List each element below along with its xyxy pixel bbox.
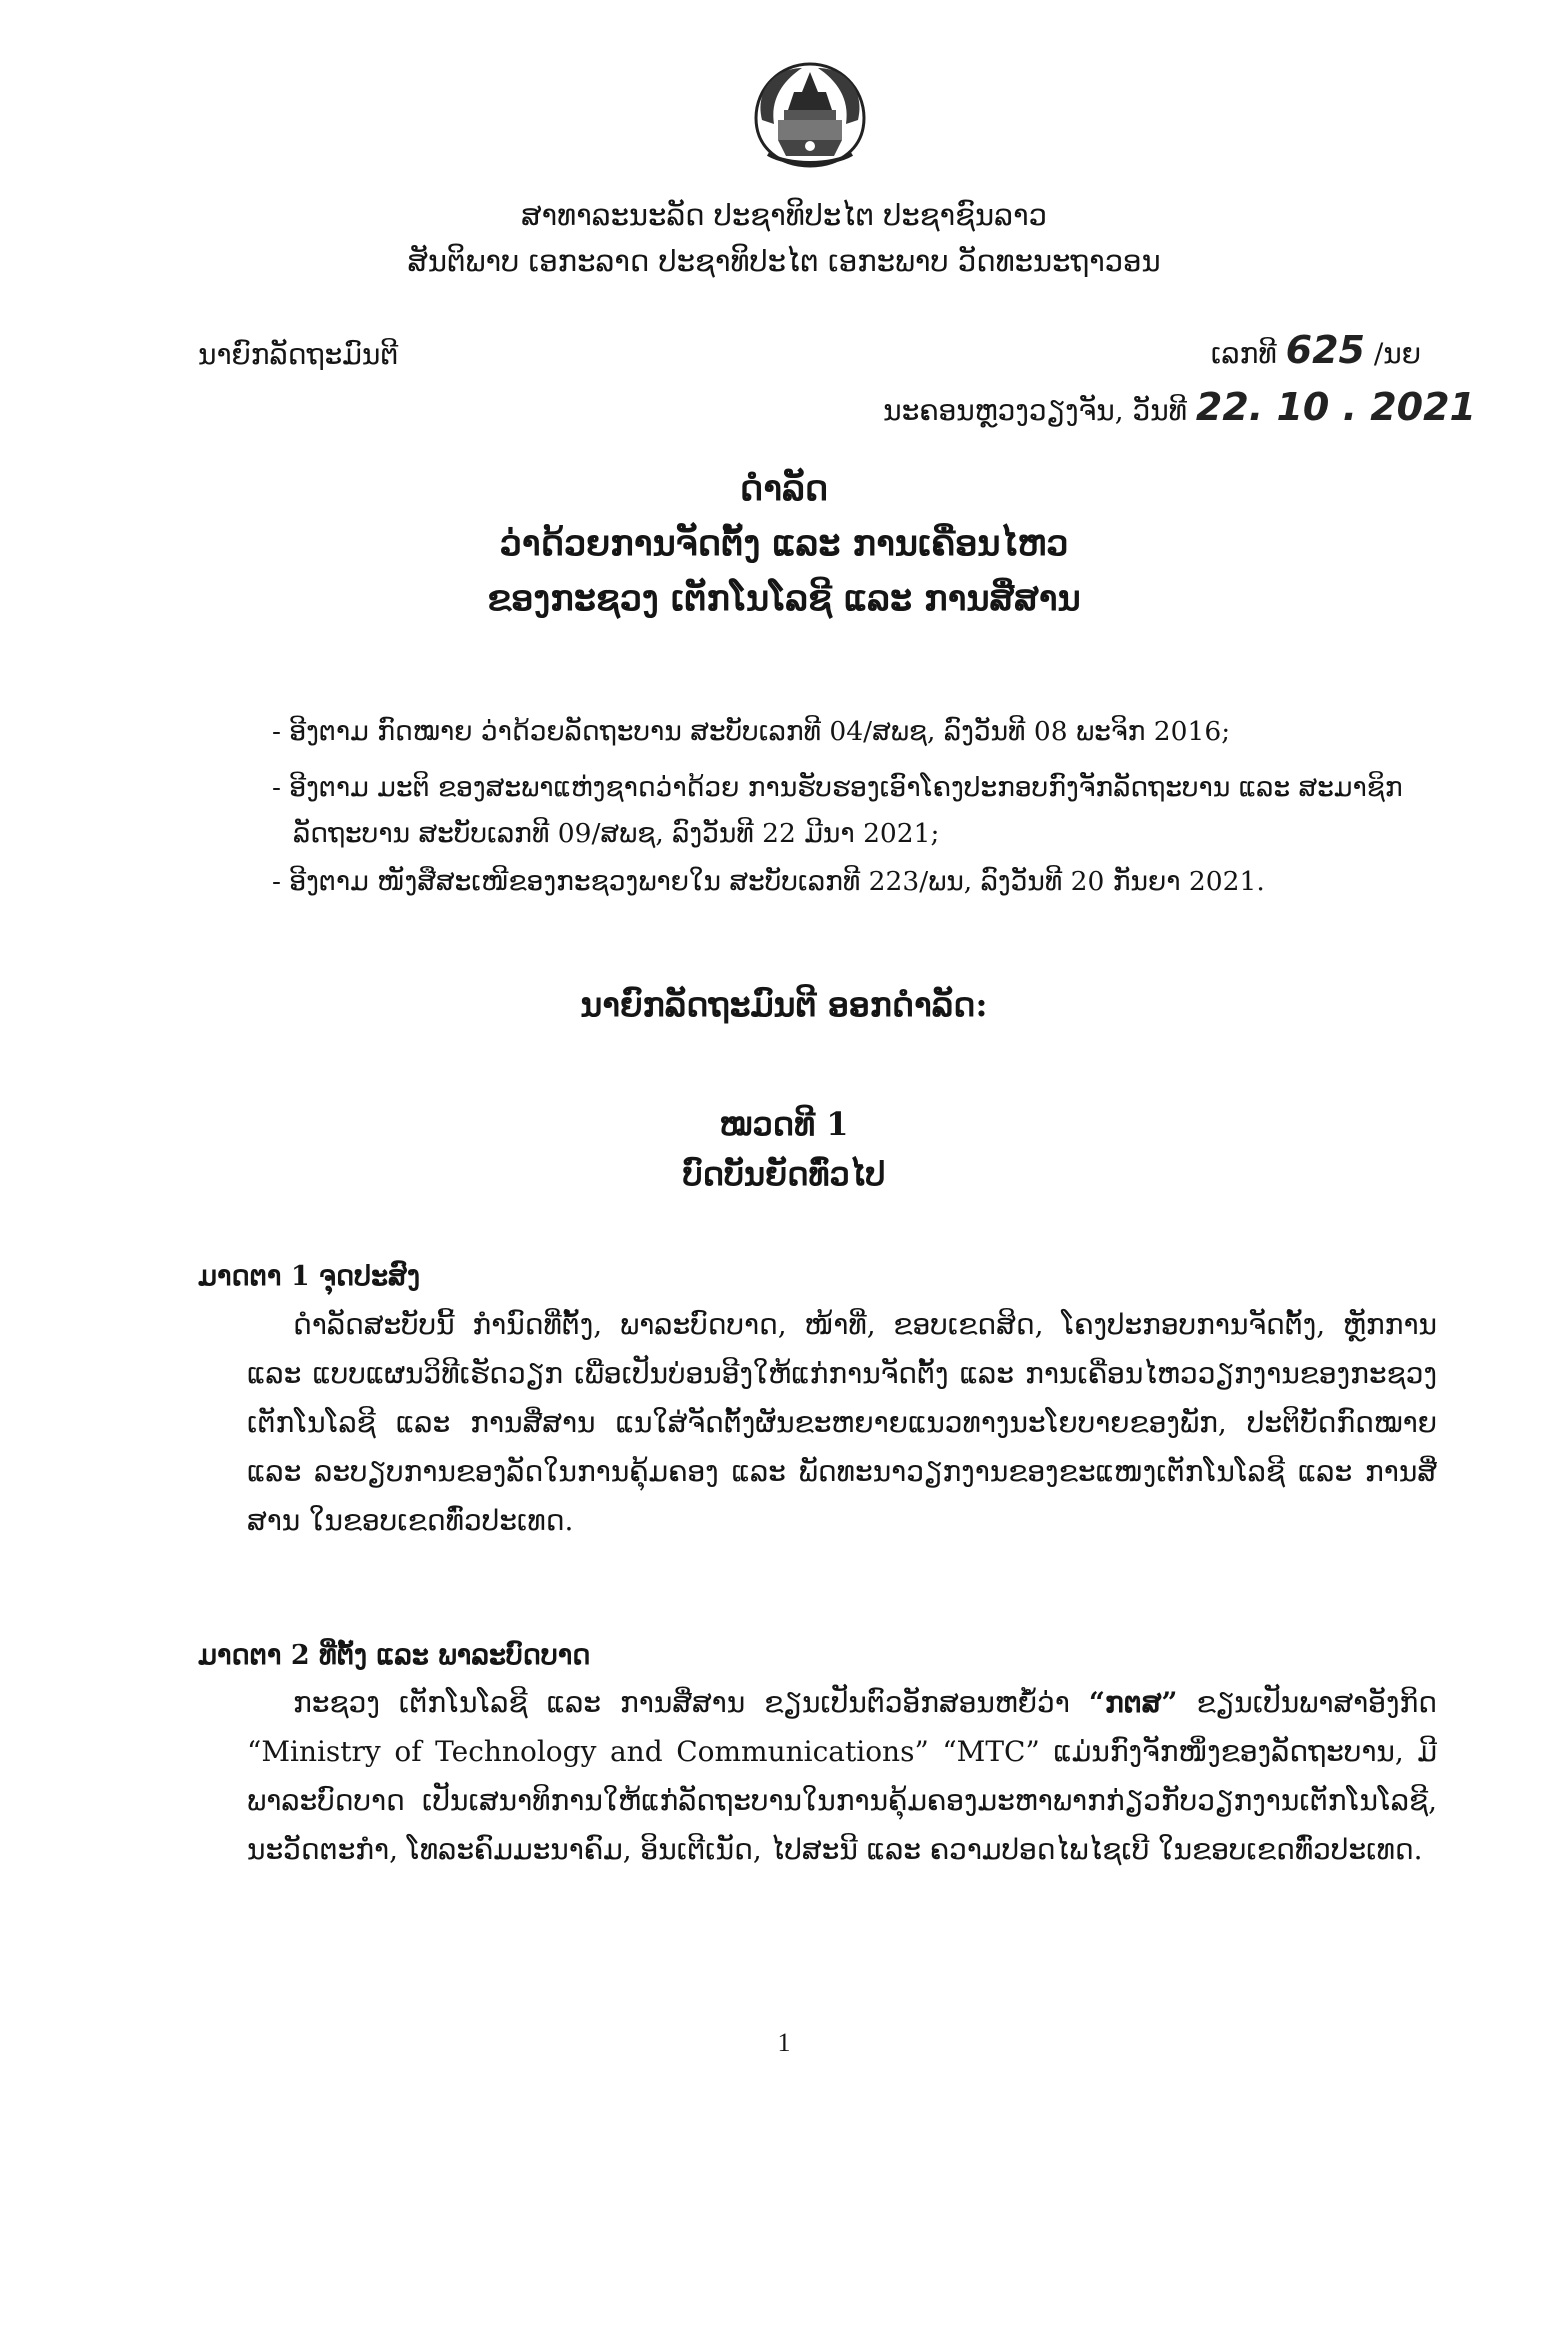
date-prefix: ນະຄອນຫຼວງວຽງຈັນ, ວັນທີ (883, 394, 1187, 427)
place-date (883, 385, 1476, 429)
basis-item: - ອີງຕາມ ກົດໝາຍ ວ່າດ້ວຍລັດຖະບານ ສະບັບເລກທີ 04/ສພຊ, ລົງວັນທີ 08 ພະຈິກ 2016; (272, 716, 1231, 747)
chapter-number: ໝວດທີ 1 (719, 1105, 849, 1143)
header-motto: ສັນຕິພາບ ເອກະລາດ ປະຊາທິປະໄຕ ເອກະພາບ ວັດທະນະຖາວອນ (407, 244, 1161, 278)
article-2-body (247, 1678, 1437, 1874)
basis-item-continuation: ລັດຖະບານ ສະບັບເລກທີ 09/ສພຊ, ລົງວັນທີ 22 ມີນາ 2021; (293, 818, 940, 849)
title-line-2: ວ່າດ້ວຍການຈັດຕັ້ງ ແລະ ການເຄື່ອນໄຫວ (499, 523, 1069, 564)
title-line-3: ຂອງກະຊວງ ເຕັກໂນໂລຊີ ແລະ ການສື່ສານ (487, 578, 1081, 619)
basis-item: - ອີງຕາມ ໜັງສືສະເໜີຂອງກະຊວງພາຍໃນ ສະບັບເລກທີ 223/ພນ, ລົງວັນທີ 20 ກັນຍາ 2021. (272, 866, 1265, 897)
article-2-title: ມາດຕາ 2 ທີ່ຕັ້ງ ແລະ ພາລະບົດບາດ (198, 1640, 591, 1671)
page-number: 1 (777, 2028, 791, 2057)
article-1-text: ດຳລັດສະບັບນີ້ ກຳນົດທີ່ຕັ້ງ, ພາລະບົດບາດ, ໜ້າທີ່, ຂອບເຂດສິດ, ໂຄງປະກອບການຈັດຕັ້ງ, ຫຼັກການ ແລະ ແບບແຜນວິທີເຮັດວຽກ ເພື່ອເປັນບ່ອນອີງໃຫ້ແກ່ການຈັດຕັ້ງ ແລະ ການເຄື່ອນໄຫວວຽກງານຂອງກະຊວງ ເຕັກໂນໂລຊີ ແລະ ການສື່ສານ ແນໃສ່ຈັດຕັ້ງຜັນຂະຫຍາຍແນວທາງນະໂຍບາຍຂອງພັກ, ປະຕິບັດກົດໝາຍ ແລະ ລະບຽບການຂອງລັດໃນການຄຸ້ມຄອງ ແລະ ພັດທະນາວຽກງານຂອງຂະແໜງເຕັກໂນໂລຊີ ແລະ ການສື່ສານ ໃນຂອບເຂດທົ່ວປະເທດ. (247, 1308, 1437, 1537)
decree-statement: ນາຍົກລັດຖະມົນຕີ ອອກດຳລັດ: (580, 985, 988, 1024)
national-emblem-icon (748, 58, 872, 170)
article-2-text-b: ຂຽນເປັນພາສາອັງກິດ “Ministry of Technology and Communications” “MTC” ແມ່ນກົງຈັກໜຶ່ງຂອງລັດຖະບານ, ມີພາລະບົດບາດ ເປັນເສນາທິການໃຫ້ແກ່ລັດຖະບານໃນການຄຸ້ມຄອງມະຫາພາກກ່ຽວກັບວຽກງານເຕັກໂນໂລຊີ, ນະວັດຕະກຳ, ໂທລະຄົມມະນາຄົມ, ອິນເຕີເນັດ, ໄປສະນີ ແລະ ຄວາມປອດໄພໄຊເບີ ໃນຂອບເຂດທົ່ວປະເທດ. (247, 1686, 1438, 1866)
article-1-title: ມາດຕາ 1 ຈຸດປະສົງ (198, 1261, 421, 1292)
title-decree: ດຳລັດ (739, 468, 829, 509)
reference-number (1211, 328, 1421, 372)
header-republic: ສາທາລະນະລັດ ປະຊາທິປະໄຕ ປະຊາຊົນລາວ (521, 198, 1047, 232)
ref-number-handwritten: 625 (1285, 328, 1365, 372)
ref-suffix: /ນຍ (1373, 337, 1421, 370)
ref-prefix: ເລກທີ (1210, 337, 1277, 370)
article-2-text-a: ກະຊວງ ເຕັກໂນໂລຊີ ແລະ ການສື່ສານ ຂຽນເປັນຕົວອັກສອນຫຍໍ້ວ່າ (293, 1686, 1089, 1719)
date-handwritten: 22. 10 . 2021 (1195, 385, 1476, 429)
basis-item: - ອີງຕາມ ມະຕິ ຂອງສະພາແຫ່ງຊາດວ່າດ້ວຍ ການຮັບຮອງເອົາໂຄງປະກອບກົງຈັກລັດຖະບານ ແລະ ສະມາຊິກ (272, 772, 1403, 803)
issuer-label: ນາຍົກລັດຖະມົນຕີ (198, 338, 399, 371)
chapter-name: ບົດບັນຍັດທົ່ວໄປ (682, 1155, 886, 1193)
article-1-body (247, 1300, 1437, 1545)
article-2-abbreviation: “ກຕສ” (1088, 1686, 1178, 1719)
